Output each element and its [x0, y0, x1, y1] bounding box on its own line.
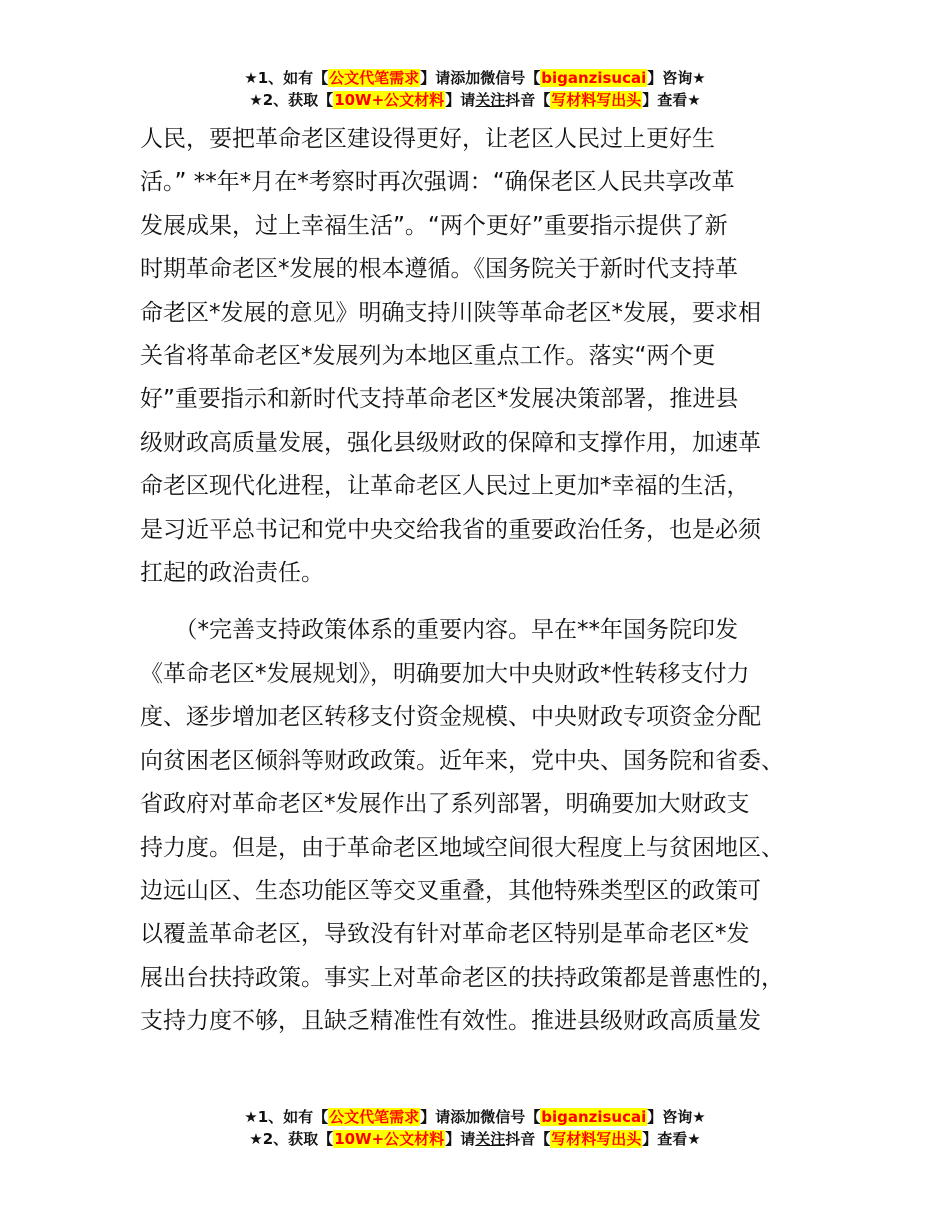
- paragraph-gap: [140, 595, 830, 609]
- text-line: 活。” **年*月在*考察时再次强调：“确保老区人民共享改革: [140, 169, 735, 196]
- banner-line-2-suffix: 】查看★: [642, 1130, 701, 1148]
- banner-line-1-middle: 】请添加微信号【: [420, 69, 541, 87]
- highlight-materials: 10W+公文材料: [334, 1130, 445, 1148]
- text-line: 好”重要指示和新时代支持革命老区*发展决策部署，推进县: [140, 386, 739, 413]
- banner-line-2-middle-2: 抖音【: [505, 1130, 551, 1148]
- text-line: 是习近平总书记和党中央交给我省的重要政治任务，也是必须: [140, 516, 761, 543]
- banner-line-1-suffix: 】咨询★: [647, 69, 706, 87]
- highlight-douyin-account: 写材料写出头: [551, 1130, 642, 1148]
- star-icon: ★: [244, 1108, 258, 1126]
- text-line: 向贫困老区倾斜等财政政策。近年来，党中央、国务院和省委、: [140, 747, 784, 774]
- underlined-follow: 关注: [475, 91, 506, 109]
- banner-line-2-middle-2: 抖音【: [505, 91, 551, 109]
- highlight-ghostwriting-demand: 公文代笔需求: [329, 1108, 420, 1126]
- highlight-douyin-account: 写材料写出头: [551, 91, 642, 109]
- banner-line-2-prefix: 2、获取【: [262, 91, 334, 109]
- text-line: 《革命老区*发展规划》，明确要加大中央财政*性转移支付力: [140, 660, 750, 687]
- banner-line-2-middle-1: 】请: [445, 1130, 476, 1148]
- star-icon: ★: [249, 91, 263, 109]
- text-line: 支持力度不够，且缺乏精准性有效性。推进县级财政高质量发: [140, 1008, 761, 1035]
- text-line: 度、逐步增加老区转移支付资金规模、中央财政专项资金分配: [140, 704, 761, 731]
- banner-line-1-prefix: 1、如有【: [257, 1108, 329, 1126]
- highlight-materials: 10W+公文材料: [334, 91, 445, 109]
- text-line: 关省将革命老区*发展列为本地区重点工作。落实“两个更: [140, 343, 716, 370]
- banner-line-2: [0, 89, 950, 111]
- banner-line-2-prefix: 2、获取【: [262, 1130, 334, 1148]
- text-line: 边远山区、生态功能区等交叉重叠，其他特殊类型区的政策可: [140, 877, 761, 904]
- banner-line-1-prefix: 1、如有【: [257, 69, 329, 87]
- text-line: 级财政高质量发展，强化县级财政的保障和支撑作用，加速革: [140, 429, 761, 456]
- paragraph-1: [140, 118, 830, 595]
- highlight-wechat-id: biganzisucai: [541, 1108, 647, 1126]
- text-line: 命老区*发展的意见》明确支持川陕等革命老区*发展，要求相: [140, 299, 761, 326]
- banner-line-1-middle: 】请添加微信号【: [420, 1108, 541, 1126]
- banner-line-1-suffix: 】咨询★: [647, 1108, 706, 1126]
- text-line: 展出台扶持政策。事实上对革命老区的扶持政策都是普惠性的，: [140, 964, 784, 991]
- text-line: 以覆盖革命老区，导致没有针对革命老区特别是革命老区*发: [140, 921, 750, 948]
- text-line: 发展成果，过上幸福生活”。“两个更好”重要指示提供了新: [140, 212, 728, 239]
- banner-line-2-suffix: 】查看★: [642, 91, 701, 109]
- underlined-follow: 关注: [475, 1130, 506, 1148]
- footer-banner: [0, 1106, 950, 1150]
- star-icon: ★: [249, 1130, 263, 1148]
- text-line: 省政府对革命老区*发展作出了系列部署，明确要加大财政支: [140, 791, 750, 818]
- text-line: 持力度。但是，由于革命老区地域空间很大程度上与贫困地区、: [140, 834, 784, 861]
- text-line: 扛起的政治责任。: [140, 560, 324, 587]
- banner-line-1: [0, 67, 950, 89]
- text-line: 时期革命老区*发展的根本遵循。《国务院关于新时代支持革: [140, 256, 738, 283]
- paragraph-2: [140, 609, 830, 1043]
- highlight-wechat-id: biganzisucai: [541, 69, 647, 87]
- document-body: [140, 118, 830, 1044]
- text-line: 人民，要把革命老区建设得更好，让老区人民过上更好生: [140, 126, 715, 152]
- text-line: 命老区现代化进程，让革命老区人民过上更加*幸福的生活，: [140, 473, 750, 500]
- banner-line-2: [0, 1128, 950, 1150]
- star-icon: ★: [244, 69, 258, 87]
- highlight-ghostwriting-demand: 公文代笔需求: [329, 69, 420, 87]
- banner-line-2-middle-1: 】请: [445, 91, 476, 109]
- text-line: （*完善支持政策体系的重要内容。早在**年国务院印发: [140, 617, 738, 644]
- header-banner: [0, 67, 950, 111]
- banner-line-1: [0, 1106, 950, 1128]
